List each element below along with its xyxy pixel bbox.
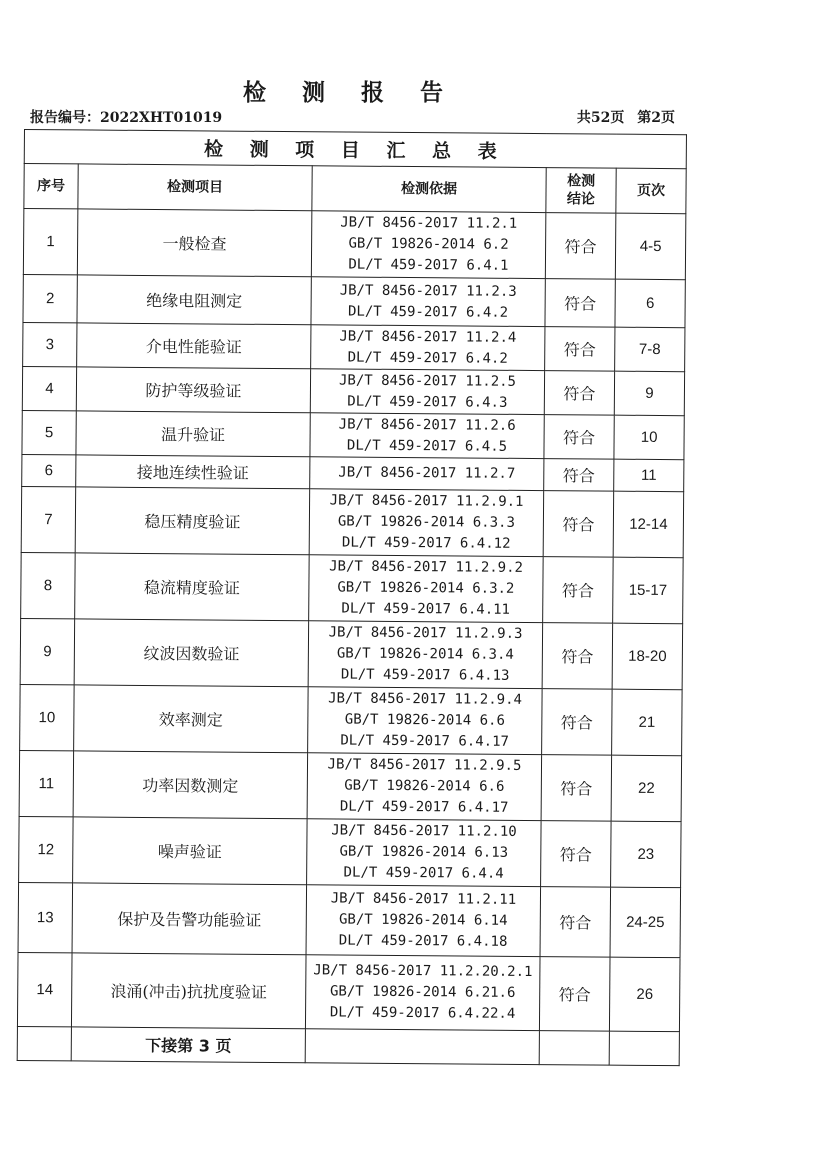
basis-line: DL/T 459-2017 6.4.12 <box>341 534 511 552</box>
table-row <box>17 952 680 1031</box>
table-row <box>20 684 683 755</box>
report-number: 报告编号：2022XHT01019 <box>30 110 223 126</box>
row-item: 保护及告警功能验证 <box>72 883 307 955</box>
row-result: 符合 <box>544 415 614 460</box>
row-result: 符合 <box>543 491 614 558</box>
continue-empty-cell <box>539 1031 609 1066</box>
continue-note: 下接第 3 页 <box>71 1027 305 1063</box>
row-pages: 21 <box>612 689 683 756</box>
basis-line: DL/T 459-2017 6.4.17 <box>340 732 510 750</box>
row-item: 介电性能验证 <box>77 323 311 369</box>
current-page: 第2页 <box>637 110 675 126</box>
row-seq: 8 <box>21 552 76 618</box>
table-header-row <box>24 164 686 214</box>
table-row <box>22 366 684 415</box>
basis-line: JB/T 8456-2017 11.2.9.4 <box>328 690 523 708</box>
row-seq: 11 <box>19 750 74 816</box>
header-result-line2: 结论 <box>566 191 596 208</box>
row-pages: 18-20 <box>612 623 683 690</box>
basis-line: DL/T 459-2017 6.4.4 <box>343 864 504 882</box>
row-seq: 9 <box>20 618 75 684</box>
row-item: 浪涌(冲击)抗扰度验证 <box>71 953 306 1029</box>
row-item: 噪声验证 <box>73 817 308 885</box>
table-row <box>19 816 682 887</box>
header-basis: 检测依据 <box>312 166 546 213</box>
basis-line: GB/T 19826-2014 6.13 <box>339 843 509 861</box>
basis-line: JB/T 8456-2017 11.2.3 <box>339 281 517 300</box>
row-seq: 13 <box>18 882 73 952</box>
row-pages: 24-25 <box>610 887 681 958</box>
row-pages: 10 <box>614 415 684 460</box>
table-row <box>23 274 685 327</box>
row-basis <box>309 555 544 623</box>
header-result-line1: 检测 <box>567 173 596 190</box>
row-result: 符合 <box>540 887 611 958</box>
row-pages: 15-17 <box>613 557 684 624</box>
basis-line: GB/T 19826-2014 6.21.6 <box>329 983 516 1001</box>
basis-line: JB/T 8456-2017 11.2.10 <box>331 822 517 840</box>
row-pages: 6 <box>615 279 685 328</box>
test-summary-table <box>17 129 687 1066</box>
continue-empty-cell <box>305 1029 539 1065</box>
row-seq: 1 <box>23 209 78 275</box>
row-item: 接地连续性验证 <box>76 455 310 489</box>
row-item: 温升验证 <box>76 411 310 457</box>
basis-line: DL/T 459-2017 6.4.1 <box>348 256 509 274</box>
row-seq: 12 <box>19 816 74 882</box>
basis-line: JB/T 8456-2017 11.2.11 <box>330 890 517 908</box>
row-item: 纹波因数验证 <box>74 619 309 687</box>
table-row <box>21 552 684 623</box>
row-basis <box>306 885 541 957</box>
continue-empty-cell <box>609 1031 679 1066</box>
row-result: 符合 <box>542 689 613 756</box>
row-item: 功率因数测定 <box>73 751 308 819</box>
basis-line: DL/T 459-2017 6.4.2 <box>347 303 509 321</box>
row-result: 符合 <box>545 279 615 328</box>
table-row <box>23 209 686 280</box>
report-meta <box>30 107 675 129</box>
basis-line: DL/T 459-2017 6.4.13 <box>340 666 510 684</box>
header-pages: 页次 <box>616 168 686 214</box>
basis-line: DL/T 459-2017 6.4.2 <box>347 349 508 367</box>
basis-line: JB/T 8456-2017 11.2.4 <box>339 327 517 346</box>
row-seq: 7 <box>21 486 76 552</box>
row-seq: 14 <box>17 952 72 1026</box>
table-row <box>18 882 681 957</box>
basis-line: GB/T 19826-2014 6.3.2 <box>337 579 515 597</box>
row-pages: 9 <box>614 371 684 416</box>
basis-line: DL/T 459-2017 6.4.17 <box>339 798 509 816</box>
basis-line: JB/T 8456-2017 11.2.9.5 <box>327 756 522 774</box>
row-seq: 4 <box>22 366 76 410</box>
row-basis <box>311 325 545 371</box>
row-basis <box>308 687 543 755</box>
basis-line: GB/T 19826-2014 6.6 <box>344 777 505 795</box>
basis-line: JB/T 8456-2017 11.2.9.2 <box>329 558 524 576</box>
row-basis <box>307 819 542 887</box>
basis-line: JB/T 8456-2017 11.2.9.1 <box>329 492 524 510</box>
table-row <box>20 618 683 689</box>
row-pages: 7-8 <box>615 327 685 372</box>
row-pages: 4-5 <box>615 213 686 280</box>
row-item: 防护等级验证 <box>76 367 310 413</box>
continue-row <box>17 1026 679 1065</box>
basis-line: GB/T 19826-2014 6.3.4 <box>336 645 514 663</box>
row-basis <box>305 955 540 1031</box>
table-row <box>22 410 684 459</box>
total-pages: 共52页 <box>576 110 625 126</box>
basis-line: JB/T 8456-2017 11.2.6 <box>338 415 516 434</box>
row-item: 效率测定 <box>74 685 309 753</box>
header-seq: 序号 <box>24 164 78 209</box>
basis-line: JB/T 8456-2017 11.2.9.3 <box>328 624 523 642</box>
header-item: 检测项目 <box>78 164 312 211</box>
row-basis <box>310 457 544 491</box>
continue-empty-cell <box>17 1026 71 1060</box>
basis-line: GB/T 19826-2014 6.2 <box>348 235 509 253</box>
row-pages: 22 <box>611 755 682 822</box>
row-result: 符合 <box>541 821 612 888</box>
row-basis <box>309 489 544 557</box>
row-basis <box>311 211 546 279</box>
basis-line: GB/T 19826-2014 6.3.3 <box>337 513 515 531</box>
row-result: 符合 <box>545 327 615 372</box>
basis-line: JB/T 8456-2017 11.2.5 <box>338 371 517 390</box>
row-basis <box>310 369 544 415</box>
basis-line: JB/T 8456-2017 11.2.7 <box>338 464 516 482</box>
row-result: 符合 <box>539 957 610 1032</box>
table-row <box>22 454 684 491</box>
row-result: 符合 <box>541 755 612 822</box>
basis-line: GB/T 19826-2014 6.6 <box>344 711 506 729</box>
row-seq: 5 <box>22 410 76 454</box>
row-result: 符合 <box>543 557 614 624</box>
row-basis <box>310 413 544 459</box>
header-result <box>546 168 616 214</box>
basis-line: GB/T 19826-2014 6.14 <box>338 911 508 929</box>
table-row <box>19 750 682 821</box>
row-pages: 26 <box>609 957 680 1032</box>
row-seq: 6 <box>22 454 76 486</box>
page-counter <box>569 107 675 127</box>
table-title: 检 测 项 目 汇 总 表 <box>24 130 686 169</box>
row-item: 稳流精度验证 <box>75 553 310 621</box>
page-title: 检 测 报 告 <box>242 79 458 106</box>
row-pages: 23 <box>611 821 682 888</box>
row-result: 符合 <box>544 459 614 492</box>
basis-line: DL/T 459-2017 6.4.5 <box>346 437 508 455</box>
row-result: 符合 <box>544 371 614 416</box>
table-row <box>23 322 685 371</box>
row-item: 一般检查 <box>77 209 312 277</box>
basis-line: DL/T 459-2017 6.4.18 <box>338 932 508 950</box>
row-seq: 2 <box>23 274 77 322</box>
row-item: 稳压精度验证 <box>75 487 310 555</box>
row-seq: 3 <box>23 322 77 366</box>
row-basis <box>308 621 543 689</box>
row-basis <box>307 753 542 821</box>
row-result: 符合 <box>545 213 616 280</box>
basis-line: DL/T 459-2017 6.4.3 <box>347 393 508 411</box>
table-row <box>21 486 684 557</box>
basis-line: DL/T 459-2017 6.4.11 <box>341 600 511 618</box>
basis-line: JB/T 8456-2017 11.2.1 <box>340 214 518 232</box>
basis-line: JB/T 8456-2017 11.2.20.2.1 <box>313 962 533 981</box>
row-pages: 11 <box>614 459 684 492</box>
row-basis <box>311 277 545 327</box>
row-result: 符合 <box>542 623 613 690</box>
row-pages: 12-14 <box>613 491 684 558</box>
row-seq: 10 <box>20 684 75 750</box>
basis-line: DL/T 459-2017 6.4.22.4 <box>329 1004 516 1022</box>
row-item: 绝缘电阻测定 <box>77 275 311 325</box>
